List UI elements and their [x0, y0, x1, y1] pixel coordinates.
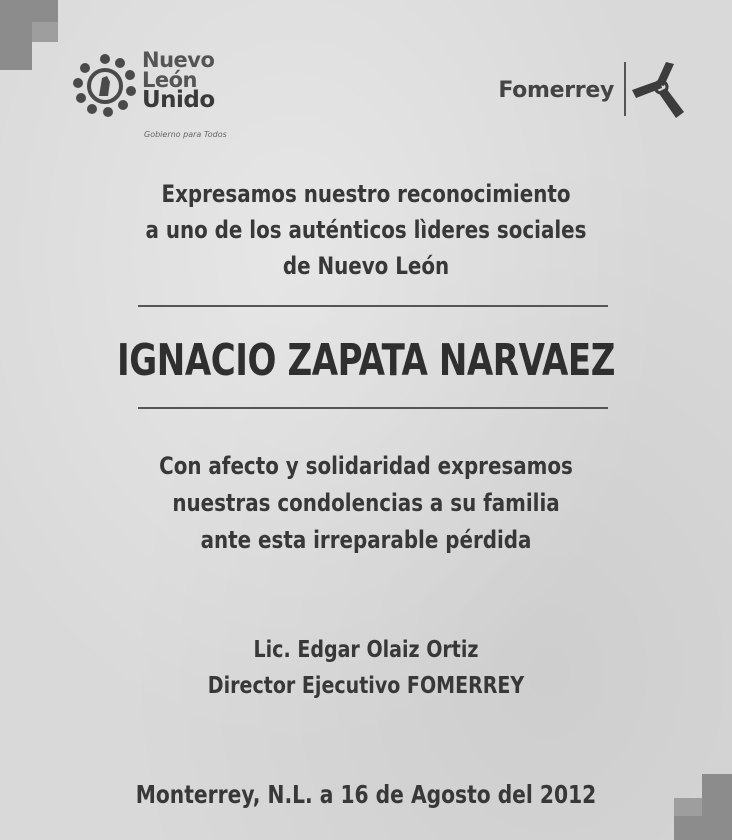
logo-tagline: Gobierno para Todos [144, 130, 227, 139]
fomerrey-logo [484, 58, 704, 124]
condolence-line: ante esta irreparable pérdida [200, 526, 532, 554]
corner-mark-top-left-vertical [0, 0, 32, 70]
dateline: Monterrey, N.L. a 16 de Agosto del 2012 [135, 780, 597, 809]
state-seal-icon [72, 52, 138, 118]
wordmark-line-1: Nuevo [142, 48, 215, 72]
nuevo-leon-wordmark [142, 48, 215, 113]
wordmark-line-2: León [142, 68, 198, 92]
heading-line: a uno de los auténticos lìderes sociales [145, 216, 587, 244]
signature-block [29, 632, 702, 704]
honoree-name: IGNACIO ZAPATA NARVAEZ [117, 335, 615, 386]
divider-top [138, 305, 608, 307]
condolence-line: nuestras condolencias a su familia [172, 489, 560, 517]
fomerrey-wordmark: Fomerrey [498, 78, 614, 103]
heading-line: Expresamos nuestro reconocimiento [161, 180, 571, 208]
signatory-name: Lic. Edgar Olaiz Ortiz [253, 637, 479, 663]
condolence-message [29, 448, 702, 559]
fomerrey-emblem-icon [630, 60, 686, 120]
logo-divider [624, 62, 626, 116]
divider-bottom [138, 407, 608, 409]
heading-line: de Nuevo León [282, 252, 450, 280]
recognition-heading [29, 176, 702, 284]
nuevo-leon-unido-logo [72, 50, 252, 140]
signatory-title: Director Ejecutivo FOMERREY [207, 673, 525, 699]
corner-mark-bottom-right-vertical [702, 774, 732, 840]
wordmark-line-3: Unido [142, 87, 215, 113]
corner-mark-top-left-step [32, 22, 58, 42]
condolence-line: Con afecto y solidaridad expresamos [159, 452, 573, 480]
